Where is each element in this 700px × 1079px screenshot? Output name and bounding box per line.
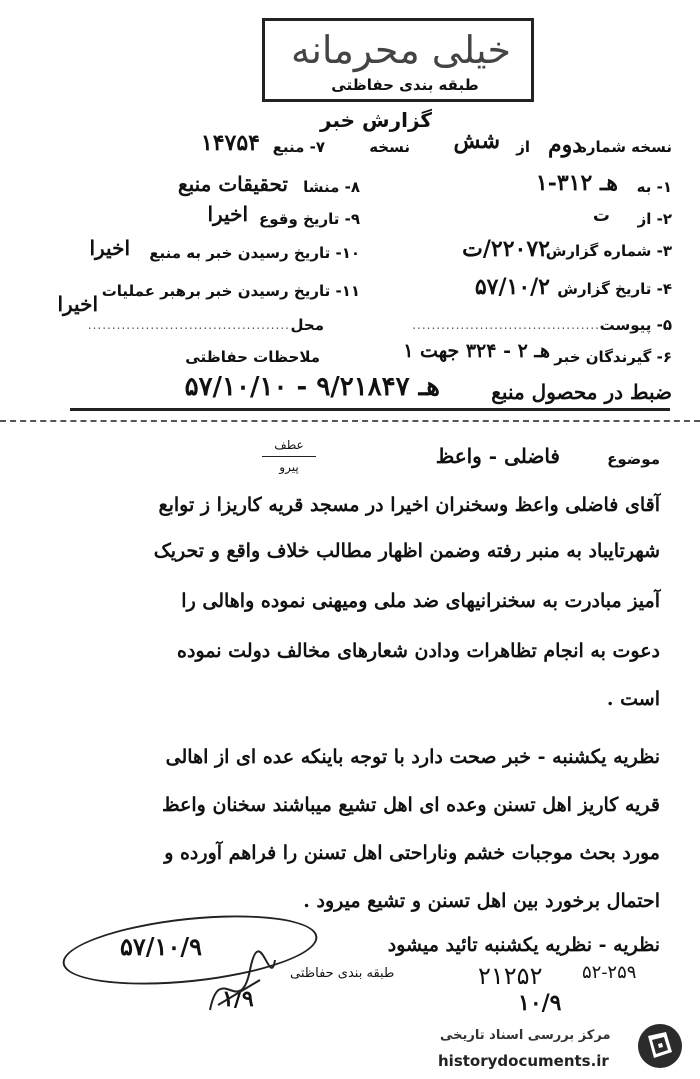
field-source-value: ۱۴۷۵۴ — [200, 130, 260, 156]
filing-value: هـ ۹/۲۱۸۴۷ - ۵۷/۱۰/۱۰ — [184, 372, 440, 402]
body-line: نظریه یکشنبه - خبر صحت دارد با توجه باینکه عده ای از اهالی — [165, 746, 660, 768]
field-to-label: ۱- به — [636, 178, 672, 196]
field-occurrence-date-label: ۹- تاریخ وقوع — [259, 210, 360, 228]
field-attachment-dots: ....................................... — [412, 318, 600, 332]
subject-value: فاضلی - واعظ — [435, 444, 560, 468]
field-operations-receipt-date-label: ۱۱- تاریخ رسیدن خبر برهبر عملیات — [101, 282, 360, 300]
signature-date: ۱/۹ — [222, 986, 254, 1012]
body-line: قریه کاریز اهل تسنن وعده ای اهل تشیع میباشند سخنان واعظ — [162, 794, 660, 816]
document-center-logo-icon — [636, 1022, 684, 1070]
filing-label: ضبط در محصول منبع — [491, 380, 672, 404]
field-report-date-value: ۵۷/۱۰/۲ — [474, 274, 550, 300]
field-to-value: هـ ۳۱۲-۱ — [535, 170, 618, 196]
field-occurrence-date-value: اخیرا — [207, 202, 248, 226]
copy-from-value: شش — [453, 128, 500, 154]
field-attachment-label: ۵- پیوست — [599, 316, 672, 334]
opinion-date: ۵۷/۱۰/۹ — [120, 932, 202, 961]
body-line: است . — [606, 688, 660, 710]
report-title: گزارش خبر — [320, 108, 433, 132]
watermark-text: مرکز بررسی اسناد تاریخی — [440, 1028, 611, 1043]
field-report-date-label: ۴- تاریخ گزارش — [557, 280, 672, 298]
field-source-receipt-date-label: ۱۰- تاریخ رسیدن خبر به منبع — [149, 244, 360, 262]
security-notes-label: ملاحظات حفاظتی — [185, 348, 320, 366]
classification-label: طبقه بندی حفاظتی — [331, 76, 479, 94]
field-operations-receipt-date-value: اخیرا — [57, 292, 98, 316]
copy-suffix: نسخه — [369, 138, 410, 156]
field-source-receipt-date-value: اخیرا — [89, 236, 130, 260]
footer-reference-number: ۲۱۲۵۲ — [478, 962, 543, 990]
subject-label: موضوع — [607, 450, 660, 468]
body-line: مورد بحث موجبات خشم وناراحتی اهل تسنن را فراهم آورده و — [164, 842, 660, 864]
body-line: آمیز مبادرت به سخنرانیهای ضد ملی ومیهنی نموده واهالی را — [181, 590, 660, 612]
field-location-label: محل — [290, 316, 324, 334]
filing-rule — [70, 408, 670, 411]
field-recipients-value: هـ ۲ - ۳۲۴ جهت ۱ — [403, 340, 550, 362]
body-line: احتمال برخورد بین اهل تسنن و تشیع میرود . — [303, 890, 660, 912]
field-location-dots: .......................................... — [87, 318, 290, 332]
handwritten-confidential-stamp: خیلی محرمانه — [290, 28, 512, 72]
footer-handwritten-date: ۱۰/۹ — [518, 990, 562, 1016]
copy-label: نسخه شماره — [578, 138, 672, 156]
body-line: دعوت به انجام تظاهرات ودادن شعارهای مخالف دولت نموده — [177, 640, 660, 662]
copy-value: دوم — [547, 132, 582, 158]
body-line: شهرتایباد به منبر رفته وضمن اظهار مطالب خلاف واقع و تحریک — [153, 540, 660, 562]
field-origin-label: ۸- منشا — [303, 178, 360, 196]
copy-from-label: از — [516, 138, 530, 156]
field-from-value: ت — [592, 206, 610, 226]
watermark-url: historydocuments.ir — [438, 1052, 609, 1070]
field-report-number-label: ۳- شماره گزارش — [545, 242, 672, 260]
reference-divider — [262, 456, 316, 457]
body-line: آقای فاضلی واعظ وسخنران اخیرا در مسجد قریه کاریزا ز توابع — [158, 494, 660, 516]
field-source-label: ۷- منبع — [272, 138, 325, 156]
section-divider — [0, 420, 700, 422]
reference-peyro-label: پیرو — [279, 460, 299, 474]
signature-scribble — [200, 950, 280, 1020]
field-recipients-label: ۶- گیرندگان خبر — [554, 348, 672, 366]
field-report-number-value: ۲۲۰۷۲/ت — [462, 236, 550, 262]
footer-reference: ۵۲-۲۵۹ — [582, 962, 637, 983]
opinion-text: نظریه - نظریه یکشنبه تائید میشود — [387, 934, 660, 956]
opinion-classification-label: طبقه بندی حفاظتی — [290, 966, 395, 981]
reference-atf-label: عطف — [274, 438, 304, 452]
field-origin-value: تحقیقات منبع — [177, 172, 288, 196]
field-from-label: ۲- از — [637, 210, 672, 228]
